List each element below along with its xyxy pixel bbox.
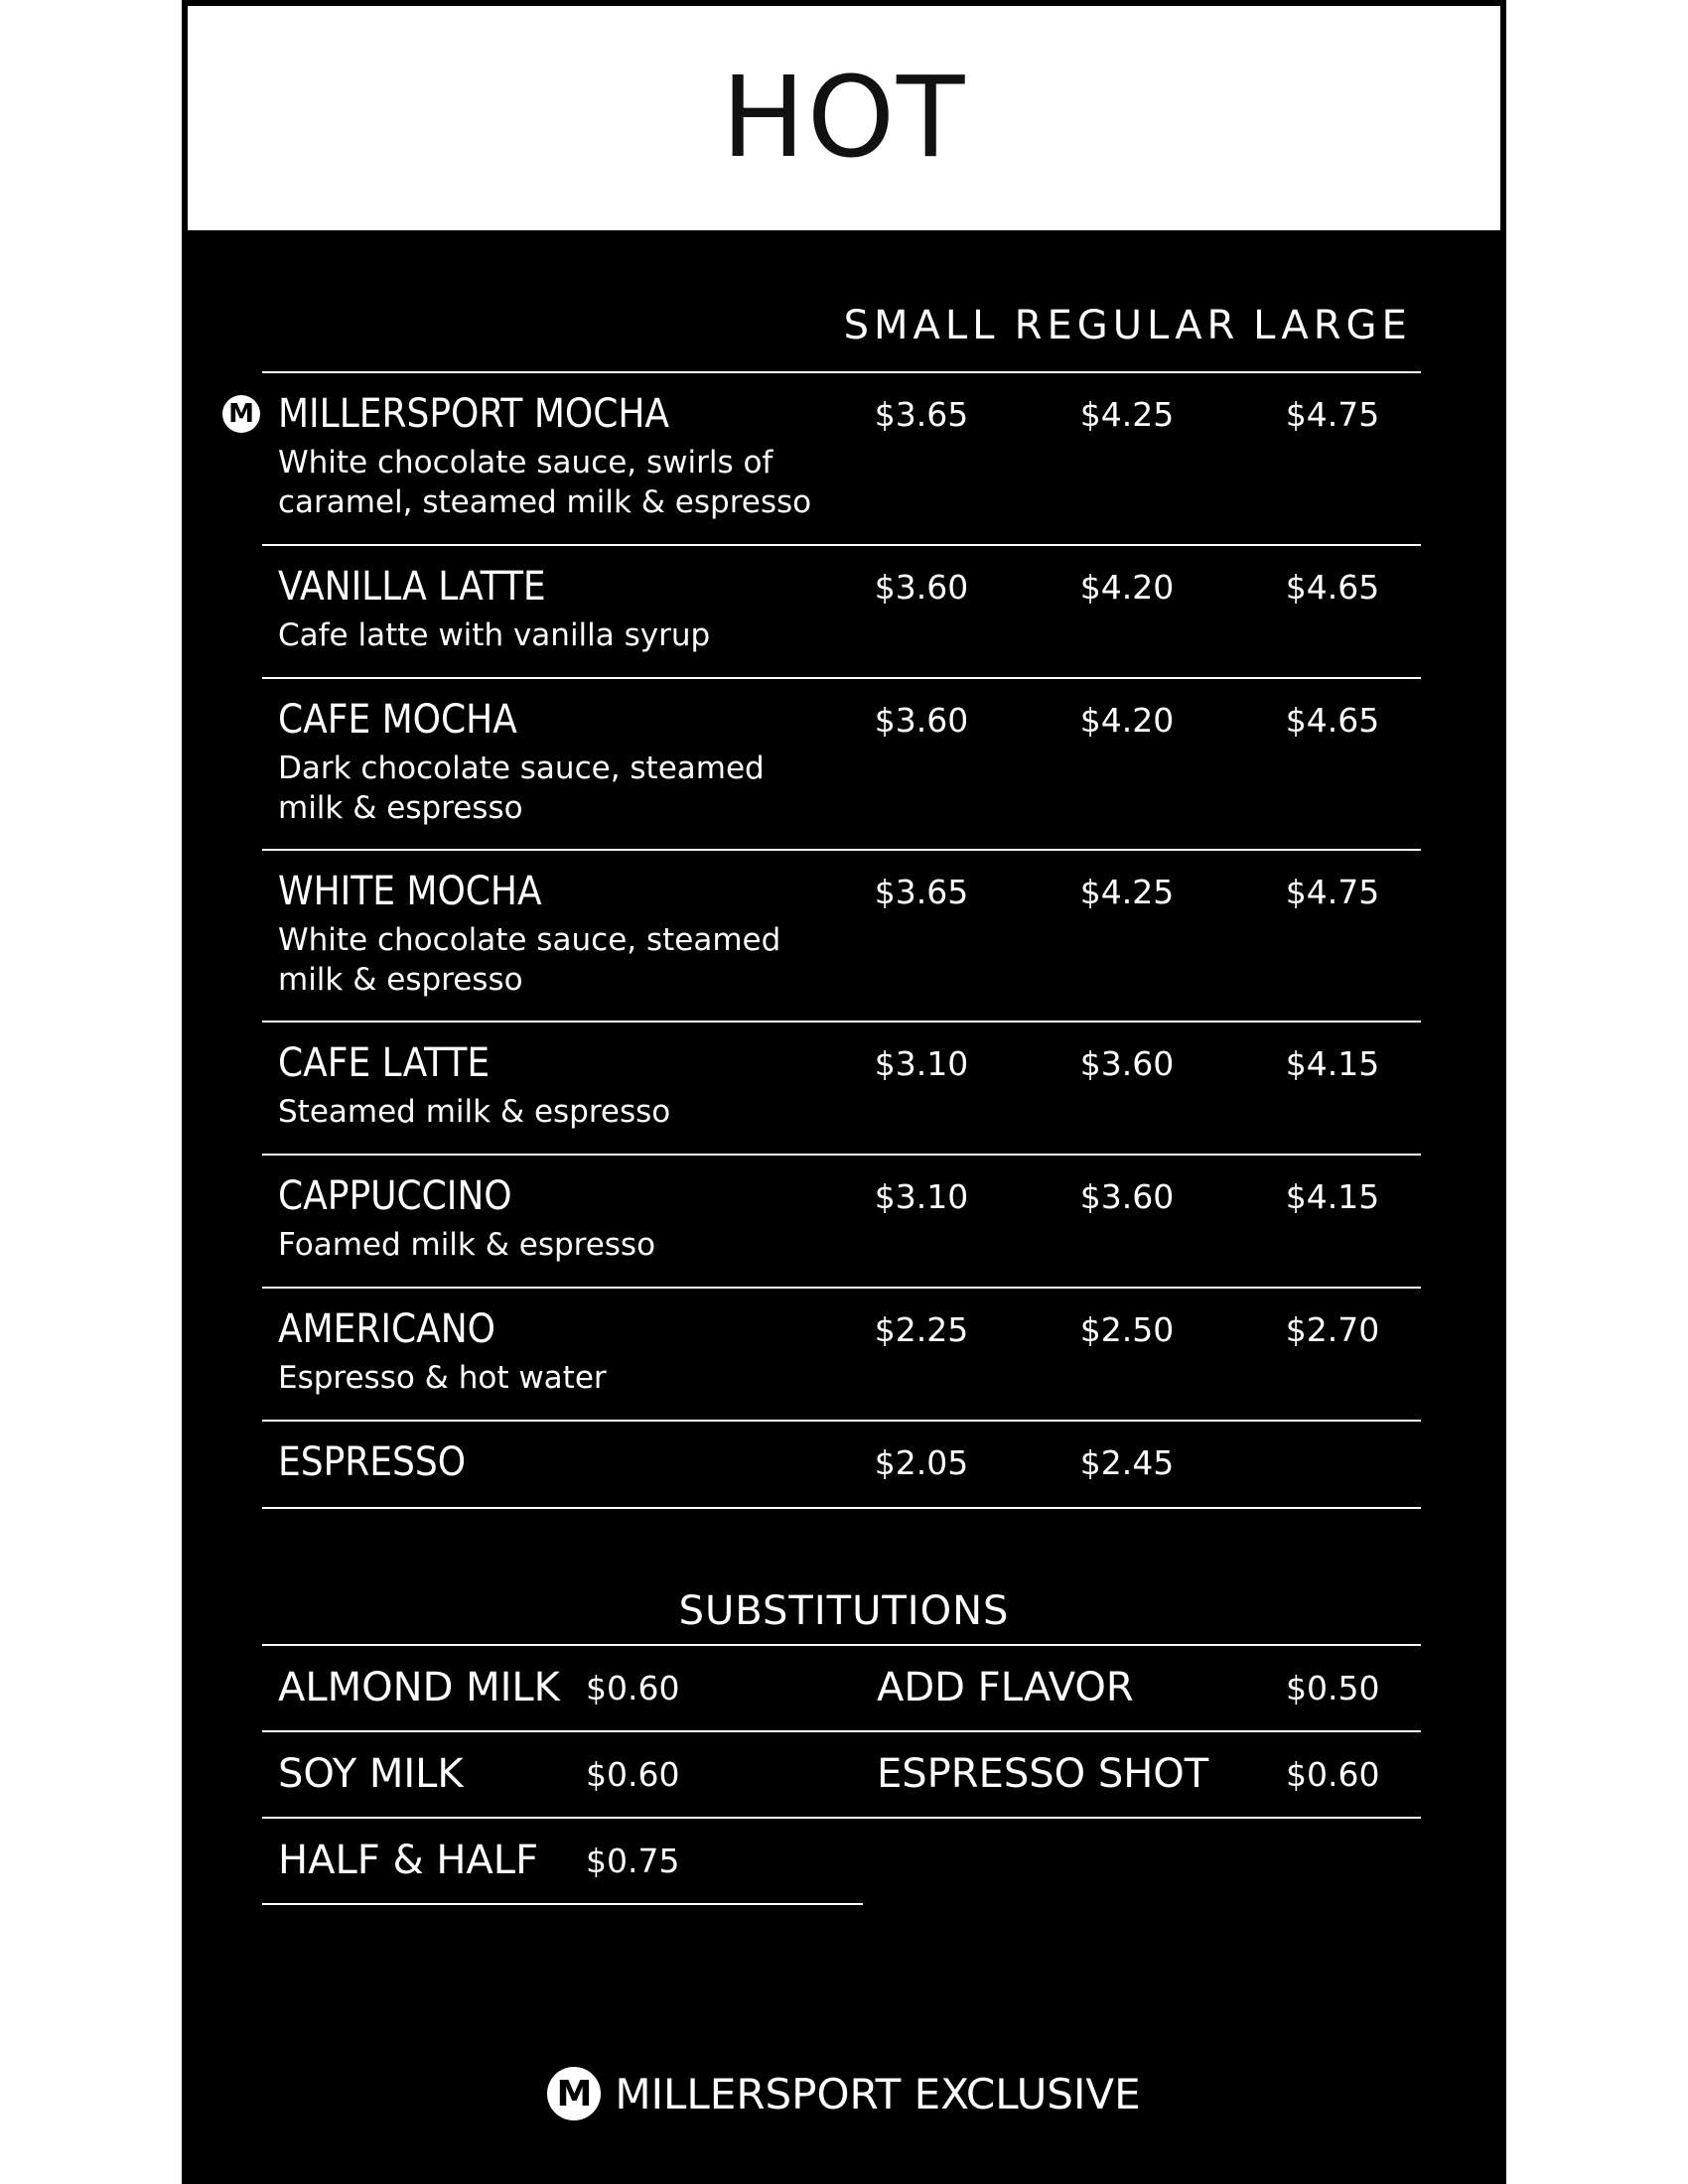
item-name: MILLERSPORT MOCHA (278, 391, 670, 437)
row-divider (262, 1287, 1421, 1289)
price-large: $4.65 (1285, 701, 1380, 740)
substitutions-divider (262, 1644, 1421, 1646)
menu-board (182, 0, 1506, 2184)
item-description: Dark chocolate sauce, steamed milk & espresso (278, 751, 765, 826)
substitution-price: $0.75 (586, 1842, 680, 1880)
item-name: CAFE LATTE (278, 1040, 491, 1086)
price-large: $2.70 (1285, 1310, 1380, 1349)
substitution-divider (262, 1903, 863, 1905)
exclusive-badge-icon: M (547, 2067, 601, 2120)
menu-title: HOT (721, 54, 967, 183)
row-divider (262, 1420, 1421, 1422)
price-small: $2.25 (874, 1310, 969, 1349)
row-divider (262, 1507, 1421, 1509)
price-regular: $4.20 (1079, 701, 1175, 740)
item-description: Steamed milk & espresso (278, 1094, 671, 1130)
substitution-name: ADD FLAVOR (877, 1665, 1134, 1710)
row-divider (262, 1154, 1421, 1156)
item-description: Cafe latte with vanilla syrup (278, 617, 711, 653)
column-header-large: LARGE (1253, 303, 1412, 348)
price-regular: $2.45 (1079, 1443, 1175, 1482)
header-divider (262, 371, 1421, 373)
item-name: CAFE MOCHA (278, 697, 517, 743)
substitution-name: SOY MILK (278, 1751, 464, 1797)
substitution-name: HALF & HALF (278, 1838, 539, 1883)
row-divider (262, 677, 1421, 679)
substitution-price: $0.60 (586, 1755, 680, 1794)
row-divider (262, 1021, 1421, 1023)
price-regular: $3.60 (1079, 1177, 1175, 1216)
item-description: Espresso & hot water (278, 1360, 607, 1396)
price-regular: $3.60 (1079, 1044, 1175, 1083)
substitution-divider (863, 1817, 1421, 1819)
price-large: $4.15 (1285, 1177, 1380, 1216)
substitution-divider (262, 1817, 863, 1819)
item-description: White chocolate sauce, steamed milk & espresso (278, 922, 781, 998)
price-large: $4.75 (1285, 873, 1380, 911)
row-divider (262, 849, 1421, 851)
row-divider (262, 544, 1421, 546)
exclusive-badge-icon: M (222, 395, 260, 433)
substitution-price: $0.60 (586, 1669, 680, 1707)
item-name: CAPPUCCINO (278, 1173, 512, 1219)
price-small: $3.60 (874, 701, 969, 740)
column-header-regular: REGULAR (1014, 303, 1240, 348)
column-header-small: SMALL (843, 303, 1000, 348)
substitution-price: $0.50 (1286, 1669, 1380, 1707)
item-name: VANILLA LATTE (278, 564, 546, 610)
substitution-divider (863, 1730, 1421, 1732)
price-small: $3.60 (874, 568, 969, 607)
item-name: ESPRESSO (278, 1439, 467, 1485)
footer-label: MILLERSPORT EXCLUSIVE (615, 2069, 1141, 2118)
substitution-name: ESPRESSO SHOT (877, 1751, 1209, 1797)
substitution-divider (262, 1730, 863, 1732)
price-small: $3.10 (874, 1177, 969, 1216)
substitution-price: $0.60 (1286, 1755, 1380, 1794)
substitution-name: ALMOND MILK (278, 1665, 560, 1710)
price-large: $4.15 (1285, 1044, 1380, 1083)
price-regular: $4.20 (1079, 568, 1175, 607)
price-large: $4.65 (1285, 568, 1380, 607)
item-description: White chocolate sauce, swirls of caramel, steamed milk & espresso (278, 445, 812, 520)
price-small: $3.65 (874, 873, 969, 911)
price-small: $3.65 (874, 395, 969, 434)
item-description: Foamed milk & espresso (278, 1227, 656, 1263)
footer-legend (182, 2067, 1506, 2120)
price-regular: $4.25 (1079, 395, 1175, 434)
price-small: $3.10 (874, 1044, 969, 1083)
title-banner (188, 6, 1500, 230)
price-regular: $4.25 (1079, 873, 1175, 911)
price-large: $4.75 (1285, 395, 1380, 434)
item-name: AMERICANO (278, 1306, 495, 1352)
price-small: $2.05 (874, 1443, 969, 1482)
substitutions-title: SUBSTITUTIONS (678, 1588, 1010, 1634)
item-name: WHITE MOCHA (278, 869, 542, 914)
price-regular: $2.50 (1079, 1310, 1175, 1349)
